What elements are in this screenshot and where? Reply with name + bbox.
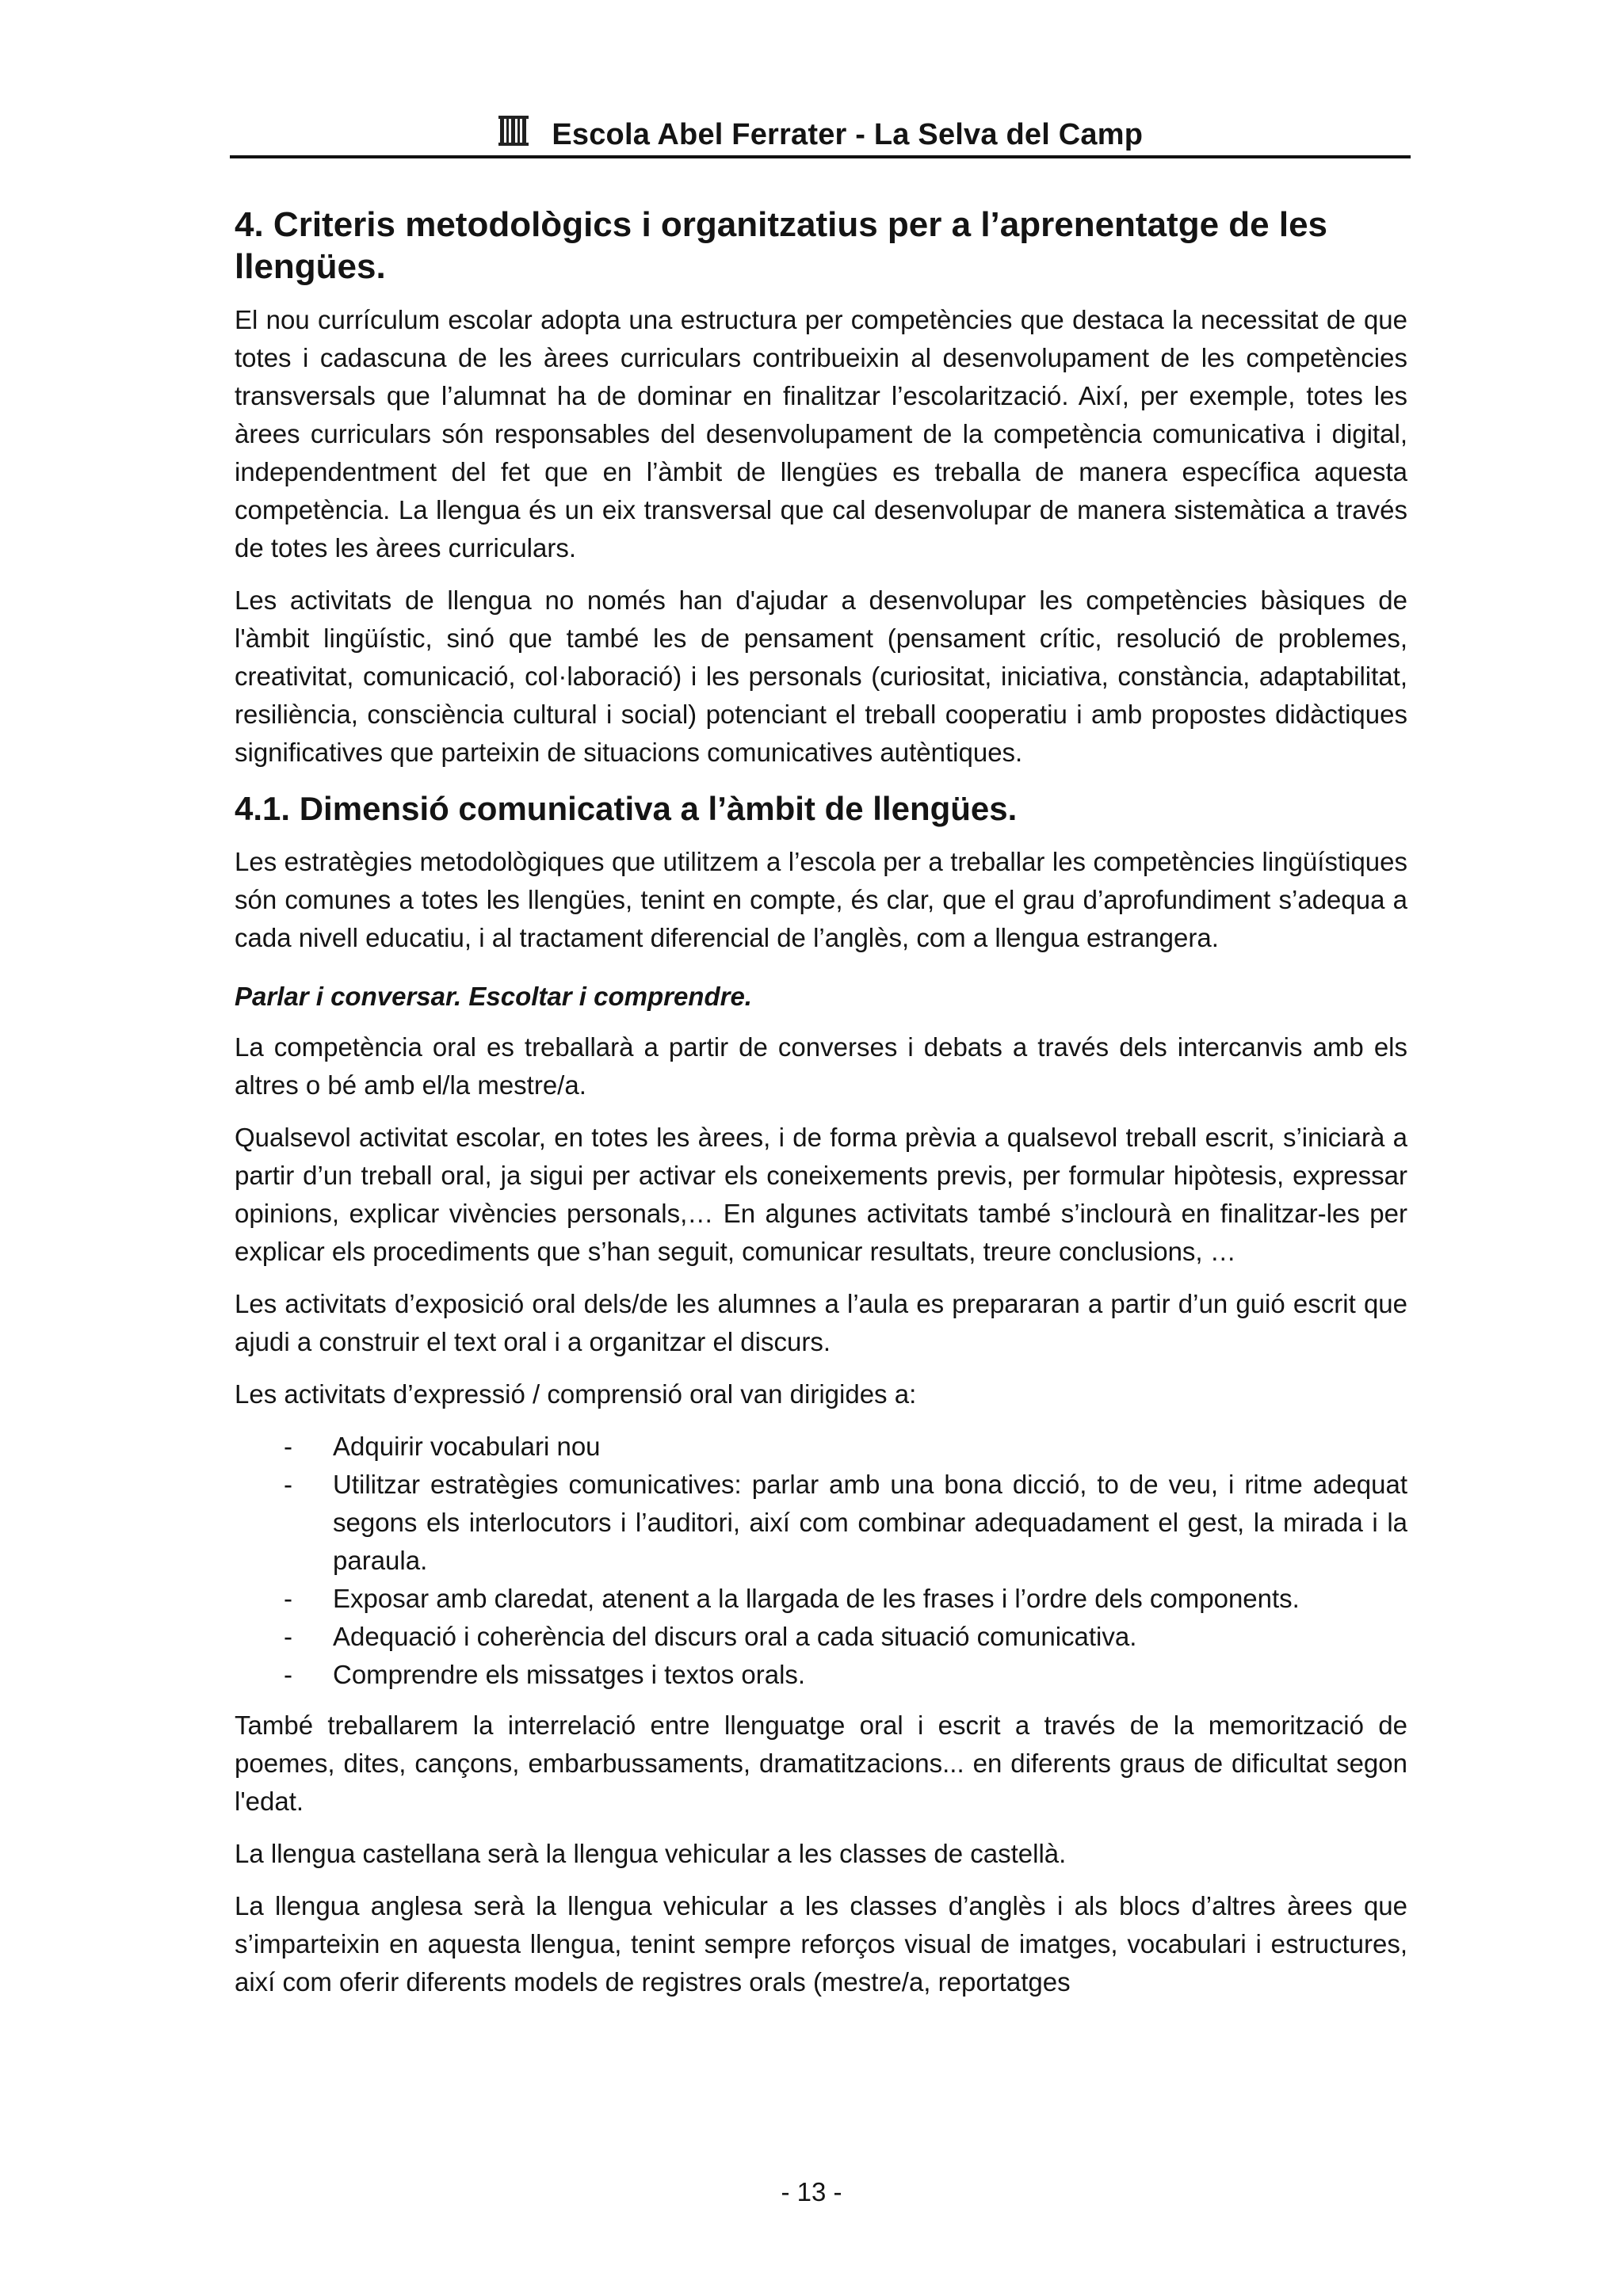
list-item-text: Adquirir vocabulari nou (333, 1431, 601, 1461)
list-item (235, 1656, 1407, 1694)
page-content (235, 187, 1407, 2016)
dash-bullet: - (284, 1469, 292, 1499)
subsection-paragraph: Les activitats d’expressió / comprensió oral van dirigides a: (235, 1379, 917, 1409)
list-item (235, 1428, 1407, 1466)
dash-bullet: - (284, 1659, 292, 1689)
list-item-text: Exposar amb claredat, atenent a la llargada de les frases i l’ordre dels components. (333, 1583, 1300, 1613)
dash-bullet: - (284, 1621, 292, 1651)
list-item-text: Comprendre els missatges i textos orals. (333, 1659, 806, 1689)
page-number: - 13 - (781, 2177, 842, 2206)
subsection-subtitle: Parlar i conversar. Escoltar i comprendre. (235, 981, 752, 1011)
dash-bullet: - (284, 1583, 292, 1613)
header-inner (230, 114, 1411, 152)
dash-bullet: - (284, 1431, 292, 1461)
oral-activities-list (235, 1428, 1407, 1694)
subsection-intro: Les estratègies metodològiques que utilitzem a l’escola per a treballar les competències lingüístiques són comunes a totes les llengües, tenint en compte, és clar, que el grau d’aprofundiment s’adequa a cada nivell educatiu, i al tractament diferencial de l’anglès, com a llengua estrangera. (235, 846, 1407, 952)
subsection-paragraph: Qualsevol activitat escolar, en totes les àrees, i de forma prèvia a qualsevol treball escrit, s’iniciarà a partir d’un treball oral, ja sigui per activar els coneixements previs, per formular hipòtesis, expressar opinions, explicar vivències personals,… En algunes activitats també s’inclourà en finalitzar-les per explicar els procediments que s’han seguit, comunicar resultats, treure conclusions, … (235, 1122, 1407, 1266)
section-paragraph: El nou currículum escolar adopta una estructura per competències que destaca la necessitat de que totes i cadascuna de les àrees curriculars contribueixin al desenvolupament de les competències transversals que l’alumnat ha de dominar en finalitzar l’escolarització. Així, per exemple, totes les àrees curriculars són responsables del desenvolupament de la competència comunicativa i digital, independentment del fet que en l’àmbit de llengües es treballa de manera específica aquesta competència. La llengua és un eix transversal que cal desenvolupar de manera sistemàtica a través de totes les àrees curriculars. (235, 304, 1407, 563)
page-header (230, 111, 1411, 158)
list-item (235, 1618, 1407, 1656)
section-paragraph: Les activitats de llengua no només han d'ajudar a desenvolupar les competències bàsiques de l'àmbit lingüístic, sinó que també les de pensament (pensament crític, resolució de problemes, creativitat, comunicació, col·laboració) i les personals (curiositat, iniciativa, constància, adaptabilitat, resiliència, consciència cultural i social) potenciant el treball cooperatiu i amb propostes didàctiques significatives que parteixin de situacions comunicatives autèntiques. (235, 585, 1407, 767)
list-item (235, 1580, 1407, 1618)
list-item (235, 1466, 1407, 1580)
list-item-text: Adequació i coherència del discurs oral a cada situació comunicativa. (333, 1621, 1137, 1651)
header-title: Escola Abel Ferrater - La Selva del Camp (552, 118, 1144, 151)
school-logo-icon (498, 114, 529, 147)
subsection-paragraph: Les activitats d’exposició oral dels/de les alumnes a l’aula es prepararan a partir d’un guió escrit que ajudi a construir el text oral i a organitzar el discurs. (235, 1288, 1407, 1356)
section-title: 4. Criteris metodològics i organitzatius per a l’aprenentatge de les llengües. (235, 205, 1328, 286)
closing-paragraph: La llengua anglesa serà la llengua vehicular a les classes d’anglès i als blocs d’altres àrees que s’imparteixin en aquesta llengua, tenint sempre reforços visual de imatges, vocabulari i estructures, així com oferir diferents models de registres orals (mestre/a, reportatges (235, 1890, 1407, 1997)
list-item-text: Utilitzar estratègies comunicatives: parlar amb una bona dicció, to de veu, i ritme adequat segons els interlocutors i l’auditori, així com combinar adequadament el gest, la mirada i la paraula. (333, 1469, 1407, 1575)
closing-paragraph: La llengua castellana serà la llengua vehicular a les classes de castellà. (235, 1838, 1067, 1868)
closing-paragraph: També treballarem la interrelació entre llenguatge oral i escrit a través de la memorització de poemes, dites, cançons, embarbussaments, dramatitzacions... en diferents graus de dificultat segon l'edat. (235, 1710, 1407, 1816)
subsection-title: 4.1. Dimensió comunicativa a l’àmbit de llengües. (235, 789, 1018, 827)
subsection-paragraph: La competència oral es treballarà a partir de converses i debats a través dels intercanvis amb els altres o bé amb el/la mestre/a. (235, 1032, 1407, 1100)
